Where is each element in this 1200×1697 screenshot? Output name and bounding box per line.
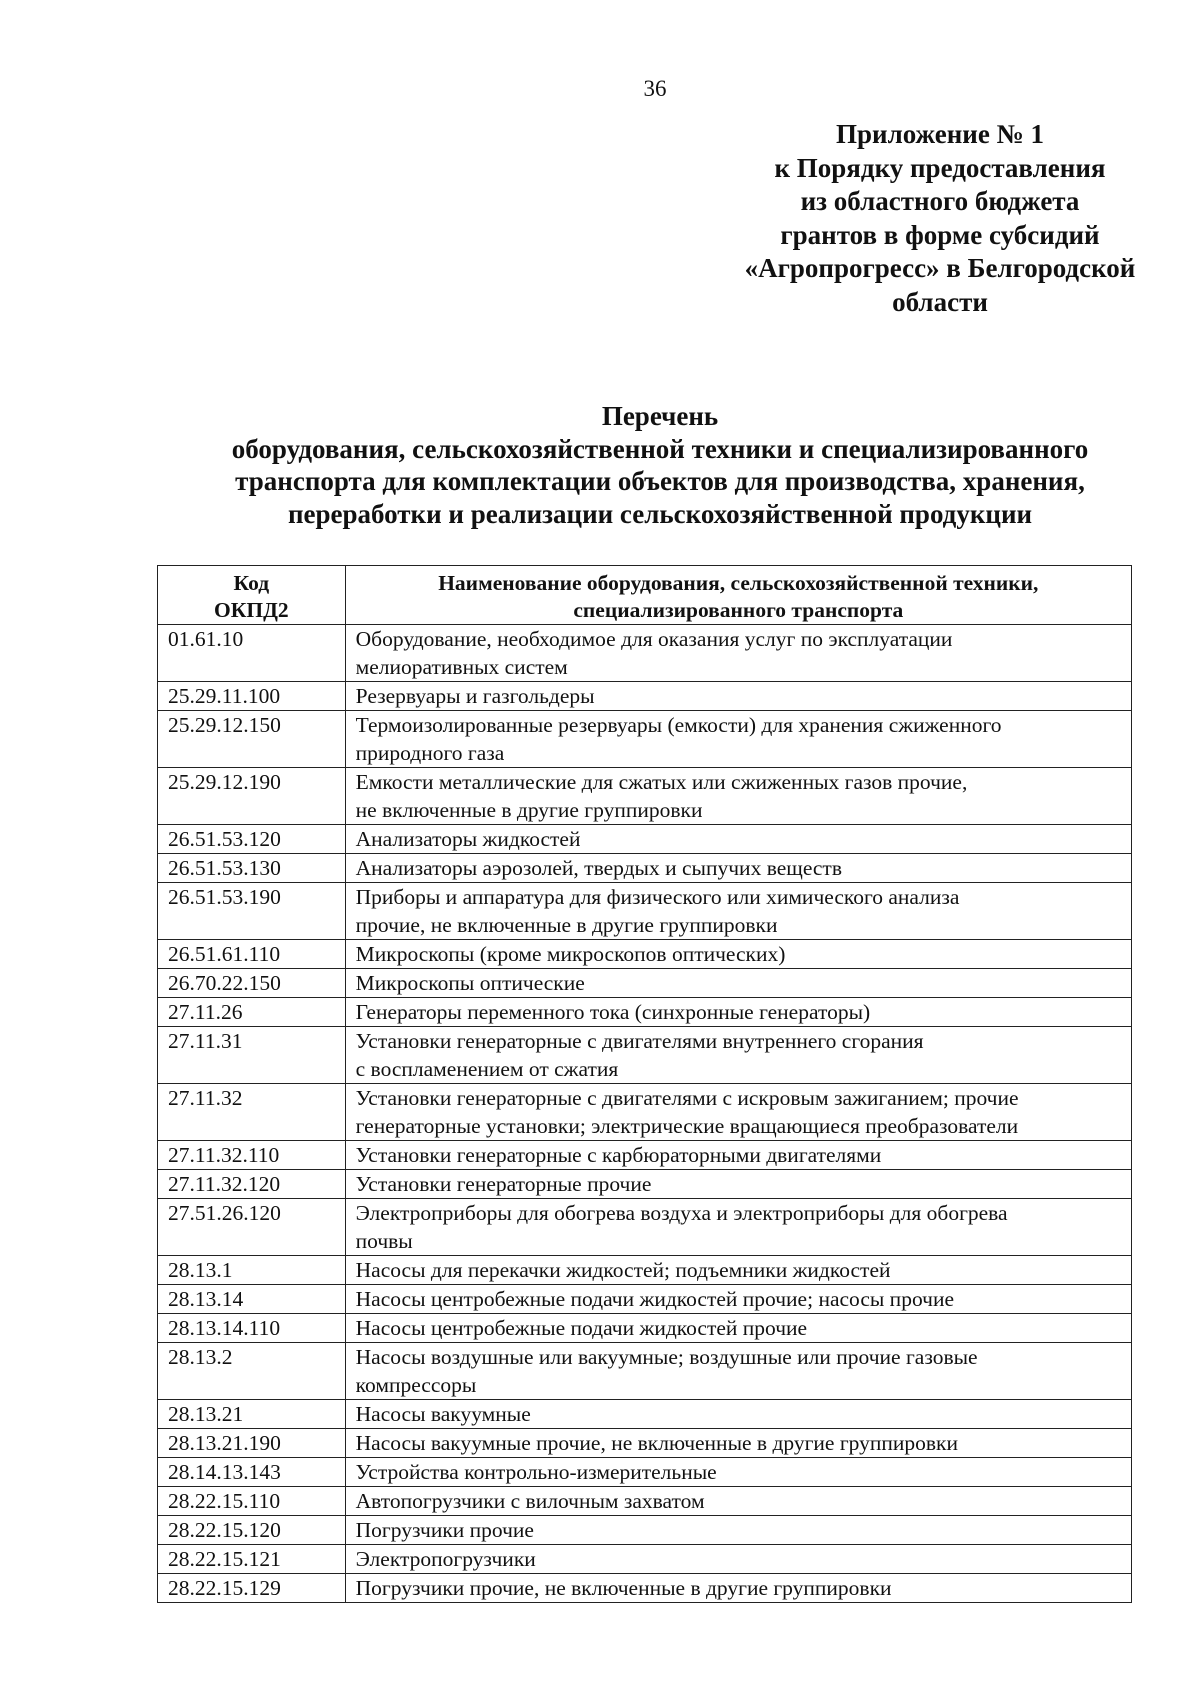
table-row [158,1343,1132,1400]
okpd-code-cell: 28.13.21.190 [158,1429,346,1458]
table-row [158,1170,1132,1199]
equipment-name-line: Установки генераторные с двигателями с искровым зажиганием; прочие [355,1086,1019,1110]
table-row [158,1574,1132,1603]
okpd-code-cell: 28.13.21 [158,1400,346,1429]
equipment-name-cell [345,1400,1131,1429]
equipment-name-cell [345,1084,1131,1141]
equipment-name-line: Насосы центробежные подачи жидкостей прочие; насосы прочие [355,1287,954,1311]
okpd-code-cell: 28.13.14 [158,1285,346,1314]
table-row [158,1084,1132,1141]
table-row [158,711,1132,768]
equipment-name-line: Приборы и аппаратура для физического или химического анализа [355,885,960,909]
code-header-line: ОКПД2 [214,598,289,622]
equipment-name-line: с воспламенением от сжатия [355,1057,619,1081]
equipment-name-line: Погрузчики прочие [355,1518,534,1542]
equipment-name-cell [345,1516,1131,1545]
okpd-code-cell: 28.22.15.121 [158,1545,346,1574]
table-row [158,854,1132,883]
okpd-code-cell: 28.22.15.120 [158,1516,346,1545]
okpd-code-cell: 25.29.12.150 [158,711,346,768]
equipment-name-cell [345,1027,1131,1084]
title-heading: Перечень [601,401,719,431]
equipment-name-line: Насосы центробежные подачи жидкостей прочие [355,1316,808,1340]
equipment-name-line: Погрузчики прочие, не включенные в другие группировки [355,1576,892,1600]
table-row [158,1256,1132,1285]
equipment-name-line: Микроскопы оптические [355,971,585,995]
equipment-name-cell [345,1429,1131,1458]
equipment-name-cell [345,1314,1131,1343]
equipment-name-line: Анализаторы аэрозолей, твердых и сыпучих веществ [355,856,842,880]
equipment-name-line: компрессоры [355,1373,477,1397]
equipment-name-cell [345,969,1131,998]
equipment-name-cell [345,1487,1131,1516]
okpd-code-cell: 28.13.1 [158,1256,346,1285]
equipment-name-cell [345,998,1131,1027]
table-row [158,1400,1132,1429]
equipment-name-cell [345,1545,1131,1574]
okpd-code-cell: 27.11.32 [158,1084,346,1141]
equipment-name-cell [345,1343,1131,1400]
okpd-code-cell: 27.11.32.110 [158,1141,346,1170]
okpd-code-cell: 26.51.53.120 [158,825,346,854]
equipment-name-cell [345,1199,1131,1256]
appendix-line: «Агропрогресс» в Белгородской [744,253,1136,284]
equipment-name-cell [345,1170,1131,1199]
appendix-line: Приложение № 1 [836,119,1044,149]
equipment-name-line: почвы [355,1229,413,1253]
equipment-name-cell [345,1458,1131,1487]
equipment-name-line: Насосы вакуумные прочие, не включенные в другие группировки [355,1431,959,1455]
okpd-code-cell: 26.51.53.130 [158,854,346,883]
equipment-name-line: Термоизолированные резервуары (емкости) для хранения сжиженного [355,713,1002,737]
okpd-code-cell: 25.29.12.190 [158,768,346,825]
appendix-header [680,118,1200,320]
equipment-name-cell [345,1141,1131,1170]
page-number: 36 [643,76,667,101]
equipment-name-line: природного газа [355,741,505,765]
title-subtitle-line: транспорта для комплектации объектов для производства, хранения, [235,466,1085,497]
table-row [158,1429,1132,1458]
okpd-code-cell: 25.29.11.100 [158,682,346,711]
equipment-name-line: Насосы для перекачки жидкостей; подъемники жидкостей [355,1258,891,1282]
equipment-name-cell [345,1574,1131,1603]
equipment-name-cell [345,711,1131,768]
table-row [158,768,1132,825]
table-row [158,1141,1132,1170]
table-header-row [158,566,1132,625]
equipment-name-line: Автопогрузчики с вилочным захватом [355,1489,705,1513]
equipment-name-line: Устройства контрольно-измерительные [355,1460,717,1484]
equipment-name-line: Микроскопы (кроме микроскопов оптических) [355,942,786,966]
name-column-header [345,566,1131,625]
table-row [158,625,1132,682]
equipment-name-line: Емкости металлические для сжатых или сжиженных газов прочие, [355,770,968,794]
table-row [158,1199,1132,1256]
title-subtitle-line: оборудования, сельскохозяйственной техники и специализированного [231,433,1089,464]
okpd-code-cell: 28.13.14.110 [158,1314,346,1343]
appendix-line: грантов в форме субсидий [780,219,1100,250]
table-row [158,825,1132,854]
document-title [180,400,1140,530]
name-header-line: специализированного транспорта [573,598,904,622]
equipment-table [157,565,1132,1603]
appendix-line: из областного бюджета [800,186,1080,217]
title-subtitle-line: переработки и реализации сельскохозяйственной продукции [287,498,1033,529]
equipment-name-line: Оборудование, необходимое для оказания услуг по эксплуатации [355,627,953,651]
table-row [158,1458,1132,1487]
equipment-name-cell [345,1256,1131,1285]
appendix-line: к Порядку предоставления [774,152,1106,183]
equipment-name-cell [345,682,1131,711]
table-row [158,1516,1132,1545]
table-row [158,1027,1132,1084]
equipment-name-line: Электропогрузчики [355,1547,536,1571]
code-header-line: Код [233,571,270,595]
okpd-code-cell: 28.22.15.110 [158,1487,346,1516]
table-row [158,998,1132,1027]
equipment-name-line: Насосы вакуумные [355,1402,531,1426]
table-row [158,883,1132,940]
table-row [158,682,1132,711]
equipment-name-line: генераторные установки; электрические вращающиеся преобразователи [355,1114,1019,1138]
okpd-code-cell: 26.51.53.190 [158,883,346,940]
okpd-code-cell: 27.11.32.120 [158,1170,346,1199]
okpd-code-cell: 26.51.61.110 [158,940,346,969]
okpd-code-cell: 28.14.13.143 [158,1458,346,1487]
okpd-code-cell: 27.51.26.120 [158,1199,346,1256]
equipment-name-cell [345,625,1131,682]
equipment-name-cell [345,940,1131,969]
table-row [158,940,1132,969]
appendix-line: области [892,286,988,317]
okpd-code-cell: 27.11.31 [158,1027,346,1084]
code-column-header [158,566,346,625]
equipment-name-line: Насосы воздушные или вакуумные; воздушные или прочие газовые [355,1345,978,1369]
table-row [158,1285,1132,1314]
table-row [158,969,1132,998]
equipment-name-line: Анализаторы жидкостей [355,827,581,851]
table-body [158,625,1132,1603]
okpd-code-cell: 26.70.22.150 [158,969,346,998]
equipment-name-line: не включенные в другие группировки [355,798,703,822]
equipment-name-cell [345,854,1131,883]
equipment-name-cell [345,883,1131,940]
equipment-name-line: Установки генераторные прочие [355,1172,652,1196]
equipment-name-line: Резервуары и газгольдеры [355,684,595,708]
okpd-code-cell: 01.61.10 [158,625,346,682]
equipment-name-line: Электроприборы для обогрева воздуха и электроприборы для обогрева [355,1201,1008,1225]
okpd-code-cell: 28.13.2 [158,1343,346,1400]
table-row [158,1487,1132,1516]
equipment-name-line: прочие, не включенные в другие группировки [355,913,778,937]
equipment-name-line: мелиоративных систем [355,655,568,679]
equipment-name-line: Установки генераторные с двигателями внутреннего сгорания [355,1029,924,1053]
equipment-name-cell [345,825,1131,854]
okpd-code-cell: 28.22.15.129 [158,1574,346,1603]
table-row [158,1545,1132,1574]
name-header-line: Наименование оборудования, сельскохозяйственной техники, [438,571,1039,595]
table-row [158,1314,1132,1343]
okpd-code-cell: 27.11.26 [158,998,346,1027]
equipment-name-line: Установки генераторные с карбюраторными двигателями [355,1143,882,1167]
equipment-name-cell [345,768,1131,825]
equipment-name-line: Генераторы переменного тока (синхронные генераторы) [355,1000,871,1024]
equipment-name-cell [345,1285,1131,1314]
